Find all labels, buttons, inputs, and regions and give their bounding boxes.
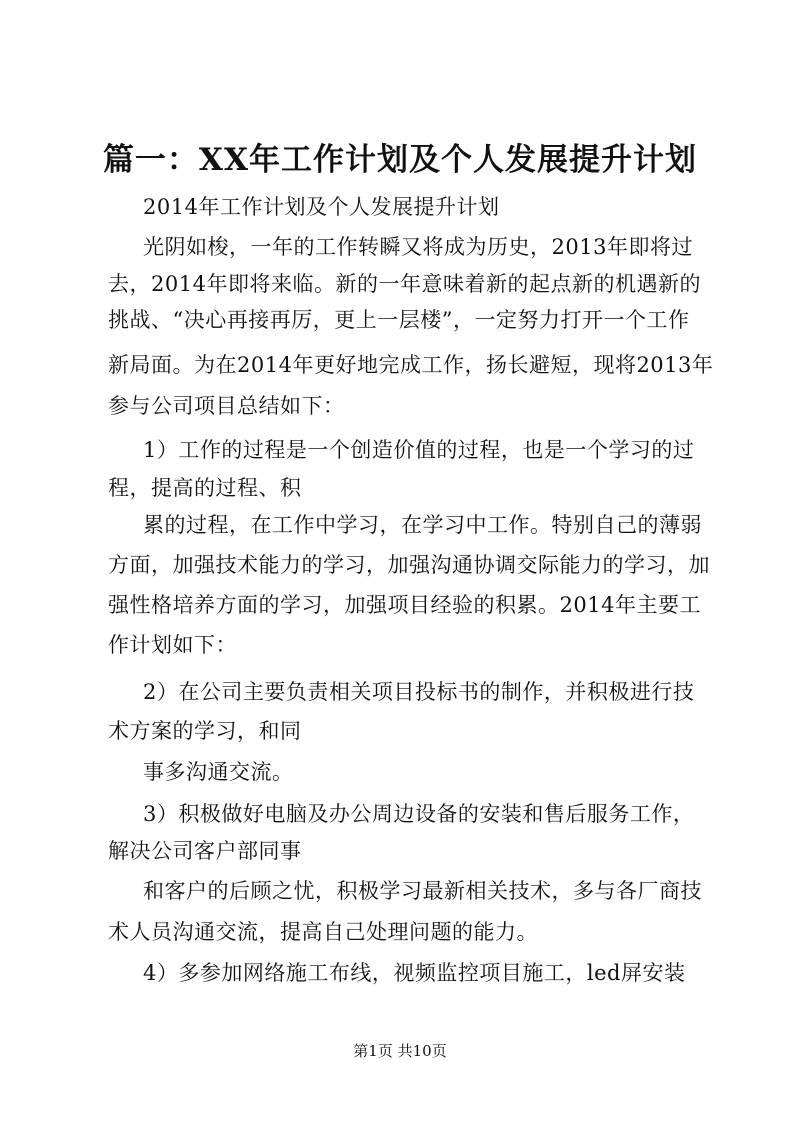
document-title: 篇一：XX年工作计划及个人发展提升计划 bbox=[102, 142, 698, 178]
body-line: 挑战、“决心再接再厉，更上一层楼”，一定努力打开一个工作 bbox=[108, 308, 690, 332]
body-line: 3）积极做好电脑及办公周边设备的安装和售后服务工作， bbox=[143, 802, 695, 826]
subtitle-line: 2014年工作计划及个人发展提升计划 bbox=[143, 195, 500, 219]
body-line: 光阴如梭，一年的工作转瞬又将成为历史，2013年即将过 bbox=[143, 235, 693, 259]
body-line: 新局面。为在2014年更好地完成工作，扬长避短，现将2013年 bbox=[108, 353, 714, 377]
body-line: 术方案的学习，和同 bbox=[108, 719, 302, 743]
body-line: 4）多参加网络施工布线，视频监控项目施工，led屏安装 bbox=[143, 961, 686, 985]
body-line: 2）在公司主要负责相关项目投标书的制作，并积极进行技 bbox=[143, 680, 695, 704]
body-line: 程，提高的过程、积 bbox=[108, 476, 302, 500]
page-number-footer: 第1页 共10页 bbox=[353, 1042, 447, 1060]
body-line: 参与公司项目总结如下： bbox=[108, 394, 345, 418]
body-line: 去，2014年即将来临。新的一年意味着新的起点新的机遇新的 bbox=[108, 272, 701, 296]
body-line: 1）工作的过程是一个创造价值的过程，也是一个学习的过 bbox=[143, 438, 695, 462]
body-line: 事多沟通交流。 bbox=[143, 760, 294, 784]
body-line: 解决公司客户部同事 bbox=[108, 839, 302, 863]
body-line: 术人员沟通交流，提高自己处理问题的能力。 bbox=[108, 920, 538, 944]
body-line: 方面，加强技术能力的学习，加强沟通协调交际能力的学习，加 bbox=[108, 553, 710, 577]
body-line: 作计划如下： bbox=[108, 633, 237, 657]
body-line: 和客户的后顾之忧，积极学习最新相关技术，多与各厂商技 bbox=[143, 879, 702, 903]
body-line: 累的过程，在工作中学习，在学习中工作。特别自己的薄弱 bbox=[143, 513, 702, 537]
body-line: 强性格培养方面的学习，加强项目经验的积累。2014年主要工 bbox=[108, 593, 701, 617]
